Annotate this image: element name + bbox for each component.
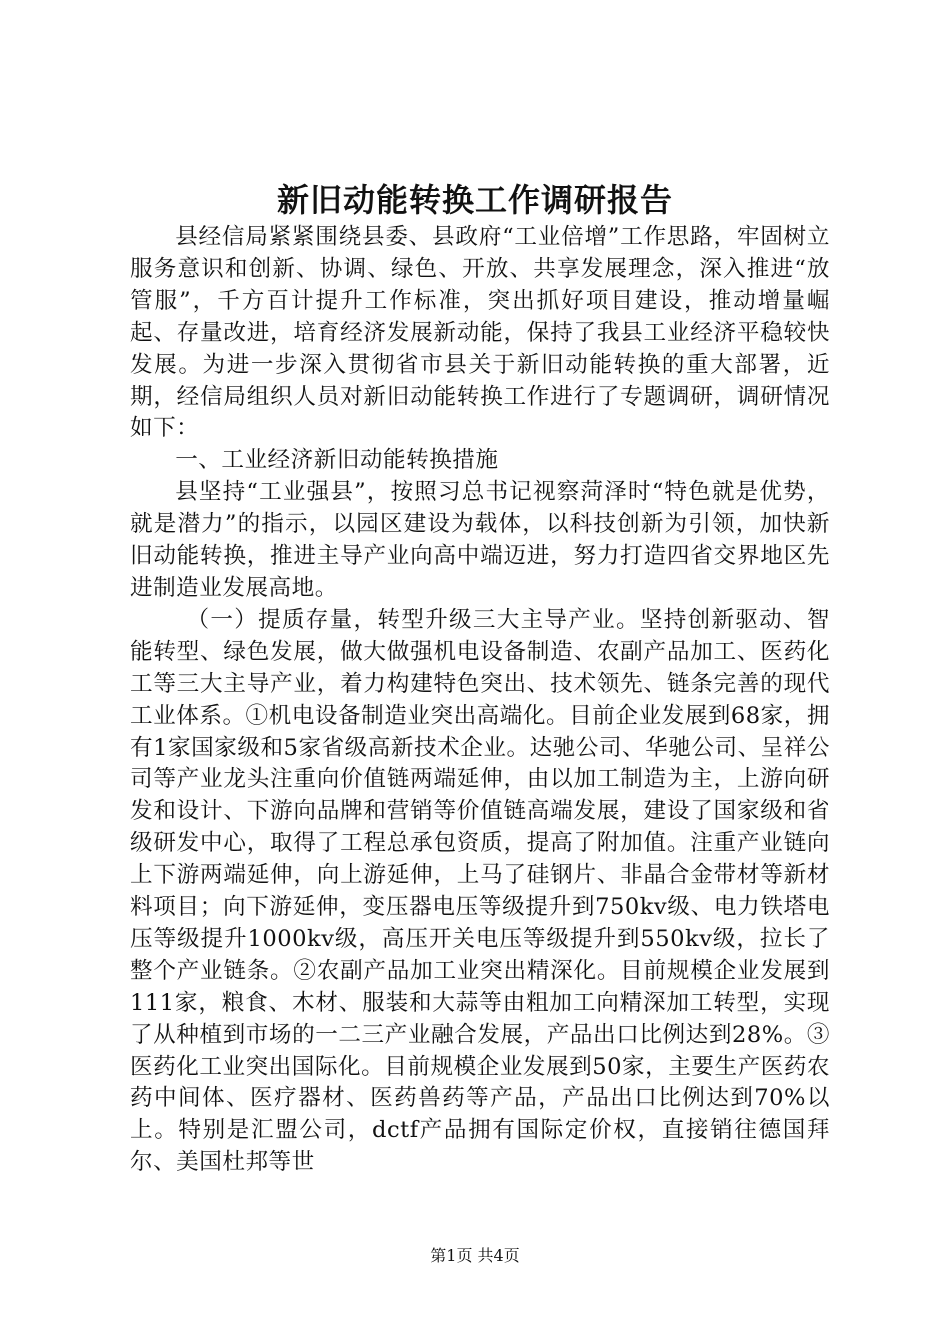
paragraph-subsection-1: （一）提质存量，转型升级三大主导产业。坚持创新驱动、智能转型、绿色发展，做大做强机电设备制造、农副产品加工、医药化工等三大主导产业，着力构建特色突出、技术领先、链条完善的现代工业体系。①机电设备制造业突出高端化。目前企业发展到68家，拥有1家国家级和5家省级高新技术企业。达驰公司、华驰公司、呈祥公司等产业龙头注重向价值链两端延伸，由以加工制造为主，上游向研发和设计、下游向品牌和营销等价值链高端发展，建设了国家级和省级研发中心，取得了工程总承包资质，提高了附加值。注重产业链向上下游两端延伸，向上游延伸，上马了硅钢片、非晶合金带材等新材料项目；向下游延伸，变压器电压等级提升到750kv级、电力铁塔电压等级提升1000kv级，高压开关电压等级提升到550kv级，拉长了整个产业链条。②农副产品加工业突出精深化。目前规模企业发展到111家，粮食、木材、服装和大蒜等由粗加工向精深加工转型，实现了从种植到市场的一二三产业融合发展，产品出口比例达到28%。③医药化工业突出国际化。目前规模企业发展到50家，主要生产医药农药中间体、医疗器材、医药兽药等产品，产品出口比例达到70%以上。特别是汇盟公司，dctf产品拥有国际定价权，直接销往德国拜尔、美国杜邦等世 — [130, 606, 830, 1176]
document-body — [130, 222, 830, 1179]
document-title: 新旧动能转换工作调研报告 — [276, 181, 673, 219]
section-heading: 一、工业经济新旧动能转换措施 — [175, 447, 499, 474]
page-footer: 第1页 共4页 — [430, 1246, 520, 1265]
paragraph-overview: 县坚持“工业强县”，按照习总书记视察菏泽时“特色就是优势，就是潜力”的指示，以园区建设为载体，以科技创新为引领，加快新旧动能转换，推进主导产业向高中端迈进，努力打造四省交界地区先进制造业发展高地。 — [130, 479, 830, 601]
paragraph-intro: 县经信局紧紧围绕县委、县政府“工业倍增”工作思路，牢固树立服务意识和创新、协调、绿色、开放、共享发展理念，深入推进“放管服”，千方百计提升工作标准，突出抓好项目建设，推动增量崛起、存量改进，培育经济发展新动能，保持了我县工业经济平稳较快发展。为进一步深入贯彻省市县关于新旧动能转换的重大部署，近期，经信局组织人员对新旧动能转换工作进行了专题调研，调研情况如下： — [130, 224, 830, 442]
